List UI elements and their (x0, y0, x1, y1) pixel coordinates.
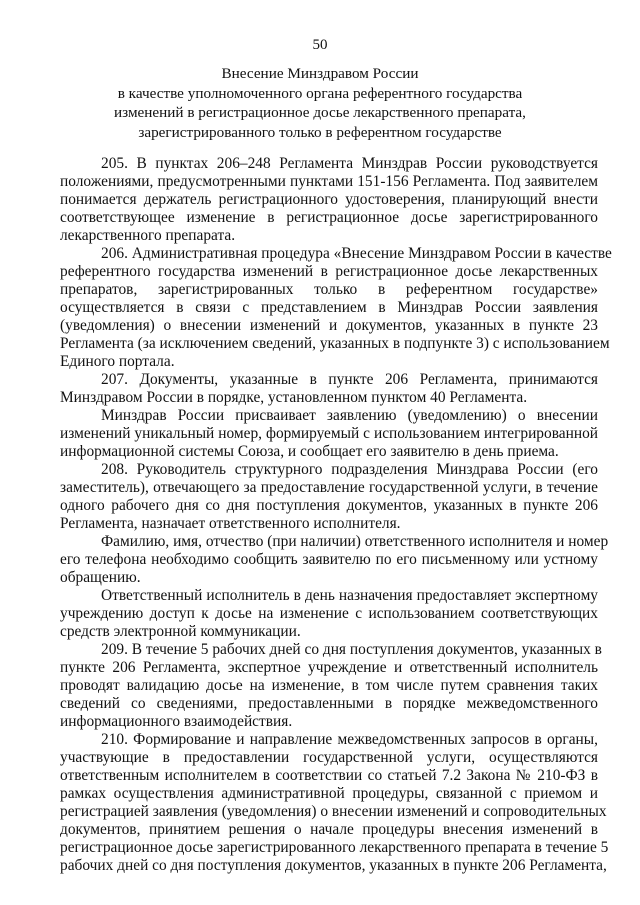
text-line: Минздравом России в порядке, установленном пунктом 40 Регламента. (60, 389, 528, 406)
text-line: учреждению доступ к досье на изменение с использованием соответствующих (60, 605, 598, 622)
heading-line: изменений в регистрационное досье лекарственного препарата, (114, 104, 526, 121)
text-line: соответствующее изменение в регистрационное досье зарегистрированного (60, 209, 598, 226)
paragraph-210 (60, 731, 609, 875)
text-line: Фамилию, имя, отчество (при наличии) ответственного исполнителя и номер (101, 533, 609, 550)
text-line: обращению. (60, 569, 141, 586)
text-line: средств электронной коммуникации. (60, 623, 301, 640)
text-line: референтного государства изменений в регистрационное досье лекарственных (60, 263, 598, 280)
text-line: понимается держатель регистрационного удостоверения, планирующий внести (60, 191, 598, 208)
text-line: препаратов, зарегистрированных только в референтном государстве» (60, 281, 598, 298)
paragraph-207 (60, 371, 598, 407)
paragraph-207-continued (60, 407, 598, 461)
paragraph-208-contact (60, 533, 609, 587)
text-line: проводят валидацию досье на изменение, в том числе путем сравнения таких (60, 677, 598, 694)
text-line: положениями, предусмотренными пунктами 151-156 Регламента. Под заявителем (60, 173, 598, 190)
text-line: Минздрав России присваивает заявлению (уведомлению) о внесении (101, 407, 598, 424)
text-line: Регламента (за исключением сведений, указанных в подпункте 3) с использованием (60, 335, 610, 352)
text-line: 207. Документы, указанные в пункте 206 Регламента, принимаются (101, 371, 598, 388)
text-line: заместитель), отвечающего за предоставление государственной услуги, в течение (60, 479, 598, 496)
paragraph-209 (60, 641, 602, 731)
text-line: регистрационное досье зарегистрированного лекарственного препарата в течение 5 (60, 839, 609, 856)
text-line: одного рабочего дня со дня поступления документов, указанных в пункте 206 (60, 497, 598, 514)
paragraph-208 (60, 461, 598, 533)
heading-line: Внесение Минздравом России (221, 65, 419, 82)
text-line: рамках осуществления административной процедуры, связанной с приемом и (60, 785, 598, 802)
text-line: участвующие в предоставлении государственной услуги, осуществляются (60, 749, 598, 766)
body-text (60, 155, 612, 875)
text-line: (уведомления) о внесении изменений и документов, указанных в пункте 23 (60, 317, 598, 334)
text-line: 206. Административная процедура «Внесение Минздравом России в качестве (101, 245, 612, 262)
text-line: документов, принятием решения о начале процедуры внесения изменений в (60, 821, 598, 838)
text-line: 208. Руководитель структурного подразделения Минздрава России (его (101, 461, 598, 478)
text-line: рабочих дней со дня поступления документов, указанных в пункте 206 Регламента, (60, 857, 607, 874)
text-line: Ответственный исполнитель в день назначения предоставляет экспертному (101, 587, 598, 604)
text-line: информационной системы Союза, и сообщает его заявителю в день приема. (60, 443, 559, 460)
text-line: 205. В пунктах 206–248 Регламента Минздрав России руководствуется (101, 155, 598, 172)
text-line: информационного взаимодействия. (60, 713, 293, 730)
text-line: лекарственного препарата. (60, 227, 236, 244)
text-line: регистрацией заявления (уведомления) о внесении изменений и сопроводительных (60, 803, 607, 820)
paragraph-208-access (60, 587, 598, 641)
page-number: 50 (312, 37, 328, 53)
text-line: пункте 206 Регламента, экспертное учреждение и ответственный исполнитель (60, 659, 598, 676)
section-heading (60, 64, 580, 142)
heading-line: в качестве уполномоченного органа референтного государства (117, 84, 523, 102)
paragraph-206 (60, 245, 612, 371)
text-line: 210. Формирование и направление межведомственных запросов в органы, (101, 731, 598, 748)
text-line: его телефона необходимо сообщить заявителю по его письменному или устному (60, 551, 598, 568)
heading-line: зарегистрированного только в референтном государстве (138, 123, 502, 141)
text-line: Единого портала. (60, 353, 175, 370)
text-line: Регламента, назначает ответственного исполнителя. (60, 515, 401, 532)
text-line: 209. В течение 5 рабочих дней со дня поступления документов, указанных в (101, 641, 602, 658)
text-line: сведений со сведениями, предоставленными в порядке межведомственного (60, 695, 598, 712)
text-line: осуществляется в связи с представлением в Минздрав России заявления (60, 299, 598, 316)
text-line: ответственным исполнителем в соответствии со статьей 7.2 Закона № 210-ФЗ в (60, 767, 598, 784)
text-line: изменений уникальный номер, формируемый с использованием интегрированной (60, 425, 598, 442)
paragraph-205 (60, 155, 598, 245)
